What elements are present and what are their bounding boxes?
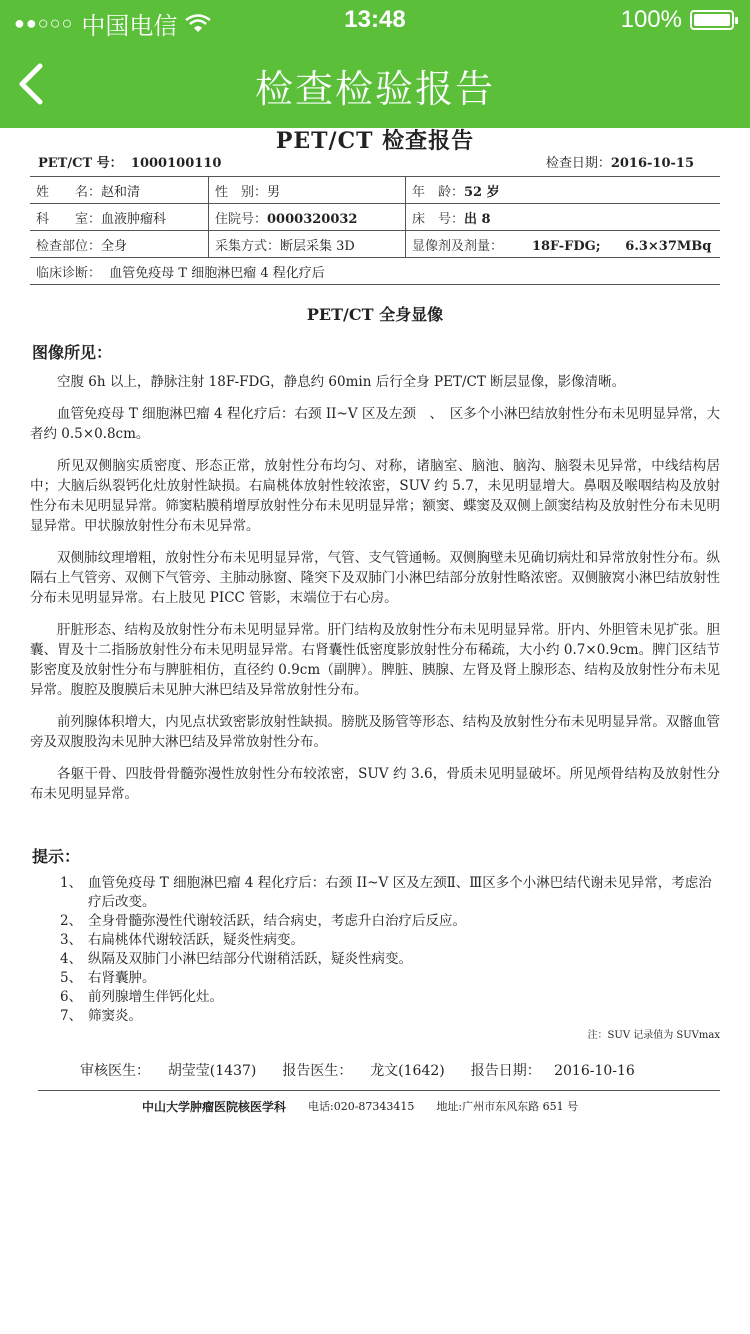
page-title: 检查检验报告 (254, 69, 495, 111)
age-cell: 年 龄：52 岁 (406, 177, 721, 204)
sex-cell: 性 别：男 (209, 177, 406, 204)
battery-percent: 100% (620, 6, 682, 33)
diagnosis-cell: 临床诊断： 血管免疫母 T 细胞淋巴瘤 4 程化疗后 (30, 258, 720, 285)
list-item: 1、 血管免疫母 T 细胞淋巴瘤 4 程化疗后：右颈 II~V 区及左颈Ⅱ、Ⅲ区多个小淋巴结代谢未见异常，考虑治疗后改变。 (60, 875, 712, 910)
bed-cell: 床 号：出 8 (406, 204, 721, 231)
findings-paragraph: 血管免疫母 T 细胞淋巴瘤 4 程化疗后：右颈 II~V 区及左颈 、 区多个小淋巴结放射性分布未见明显异常，大者约 0.5×0.8cm。 (30, 406, 720, 442)
signal-icon: ●●○○○ (14, 13, 74, 33)
hospital-address: 地址:广州市东风东路 651 号 (436, 1100, 579, 1113)
carrier-name: 中国电信 (81, 13, 178, 40)
part-cell: 检查部位：全身 (30, 231, 209, 258)
table-row (30, 258, 720, 285)
list-item: 4、 纵隔及双肺门小淋巴结部分代谢稍活跃，疑炎性病变。 (60, 951, 412, 967)
report-date: 报告日期： 2016-10-16 (470, 1063, 635, 1079)
findings-paragraph: 所见双侧脑实质密度、形态正常，放射性分布均匀、对称，诸脑室、脑池、脑沟、脑裂未见异常，中线结构居中；大脑后纵裂钙化灶放射性缺损。右扁桃体放射性较浓密，SUV 约 5.7，未见明显增大。鼻咽及喉咽结构及放射性分布未见明显异常。筛窦粘膜稍增厚放射性分布未见明显异常；额窦、蝶窦及双侧上颌窦结构及放射性分布未见明显异常。甲状腺放射性分布未见异常。 (30, 458, 720, 534)
status-bar (0, 0, 750, 40)
list-item: 7、 筛窦炎。 (60, 1008, 142, 1024)
signature-row (80, 1060, 635, 1080)
hospital-name: 中山大学肿瘤医院核医学科 (142, 1100, 287, 1114)
report-footer (142, 1098, 578, 1115)
findings-body (30, 372, 720, 816)
findings-heading: 图像所见： (32, 343, 113, 362)
findings-paragraph: 前列腺体积增大，内见点状致密影放射性缺损。膀胱及肠管等形态、结构及放射性分布未见明显异常。双髂血管旁及双腹股沟未见肿大淋巴结及异常放射性分布。 (30, 714, 720, 750)
suv-note: 注：SUV 记录值为 SUVmax (587, 1030, 720, 1041)
hints-list (60, 874, 720, 1026)
findings-paragraph: 各躯干骨、四肢骨骨髓弥漫性放射性分布较浓密，SUV 约 3.6，骨质未见明显破坏。所见颅骨结构及放射性分布未见明显异常。 (30, 766, 720, 802)
patient-info-table (30, 176, 720, 285)
petct-number: PET/CT 号： 1000100110 (38, 156, 222, 171)
battery-icon (690, 10, 734, 30)
list-item: 5、 右肾囊肿。 (60, 970, 156, 986)
findings-paragraph: 空腹 6h 以上，静脉注射 18F-FDG，静息约 60min 后行全身 PET/CT 断层显像，影像清晰。 (57, 374, 626, 390)
status-time: 13:48 (344, 6, 406, 33)
report-meta (38, 152, 694, 171)
hospital-phone: 电话:020-87343415 (308, 1100, 415, 1113)
list-item: 6、 前列腺增生伴钙化灶。 (60, 989, 223, 1005)
reviewer: 审核医生： 胡莹莹(1437) (80, 1063, 257, 1079)
name-cell: 姓 名：赵和清 (30, 177, 209, 204)
report-title: PET/CT 检查报告 (275, 128, 475, 154)
table-row (30, 204, 720, 231)
table-row (30, 177, 720, 204)
method-cell: 采集方式：断层采集 3D (209, 231, 406, 258)
exam-date: 检查日期：2016-10-15 (545, 156, 694, 171)
reporter: 报告医生： 龙文(1642) (282, 1063, 445, 1079)
list-item: 2、 全身骨髓弥漫性代谢较活跃，结合病史，考虑升白治疗后反应。 (60, 913, 466, 929)
list-item: 3、 右扁桃体代谢较活跃，疑炎性病变。 (60, 932, 304, 948)
table-row (30, 231, 720, 258)
nav-bar (0, 40, 750, 128)
section-title: PET/CT 全身显像 (306, 305, 444, 324)
hints-heading: 提示： (32, 847, 81, 866)
dose-cell: 显像剂及剂量： 18F-FDG; 6.3×37MBq (406, 231, 721, 258)
report-document[interactable] (0, 128, 750, 1334)
findings-paragraph: 肝脏形态、结构及放射性分布未见明显异常。肝门结构及放射性分布未见明显异常。肝内、外胆管未见扩张。胆囊、胃及十二指肠放射性分布未见明显异常。右肾囊性低密度影放射性分布稀疏，大小约 0.7×0.9cm。脾门区结节影密度及放射性分布与脾脏相仿，直径约 0.9cm（副脾）。脾脏、胰腺、左肾及肾上腺形态、结构及放射性分布未见异常。腹腔及腹膜后未见肿大淋巴结及异常放射性分布。 (30, 622, 720, 698)
findings-paragraph: 双侧肺纹理增粗，放射性分布未见明显异常，气管、支气管通畅。双侧胸壁未见确切病灶和异常放射性分布。纵隔右上气管旁、双侧下气管旁、主肺动脉窗、隆突下及双肺门小淋巴结部分放射性略浓密。双侧腋窝小淋巴结放射性分布未见明显异常。右上肢见 PICC 管影，末端位于右心房。 (30, 550, 720, 606)
admission-cell: 住院号：0000320032 (209, 204, 406, 231)
dept-cell: 科 室：血液肿瘤科 (30, 204, 209, 231)
footer-divider (38, 1090, 720, 1091)
